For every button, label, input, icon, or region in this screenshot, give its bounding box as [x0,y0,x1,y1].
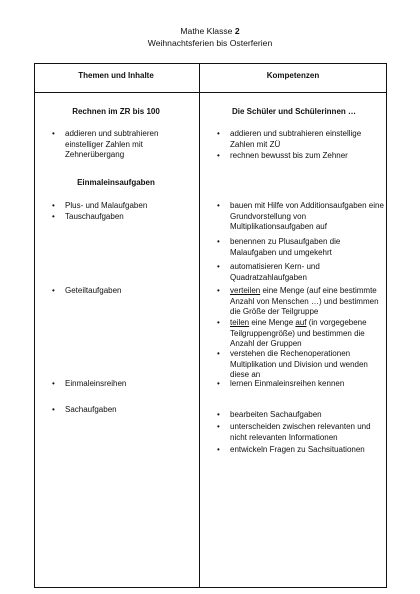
list-item: • rechnen bewusst bis zum Zehner [217,151,348,160]
bullet-icon: • [217,286,220,295]
bullet-icon: • [217,237,220,246]
bullet-icon: • [217,318,220,327]
list-item: • Einmaleinsreihen [52,379,127,388]
list-item: • benennen zu Plusaufgaben die Malaufgaben und umgekehrt [217,237,341,257]
document-heading [0,26,420,49]
bullet-icon: • [52,286,55,295]
list-item: • Sachaufgaben [52,405,117,414]
list-item: • lernen Einmaleinsreihen kennen [217,379,345,388]
bullet-icon: • [217,151,220,160]
bullet-icon: • [217,349,220,358]
bullet-icon: • [52,405,55,414]
list-item: • bearbeiten Sachaufgaben [217,410,322,419]
list-item: • entwickeln Fragen zu Sachsituationen [217,445,365,454]
list-item: • bauen mit Hilfe von Additionsaufgaben eine Grundvorstellung von Multiplikationsaufgaben auf [217,201,384,232]
list-item: • verteilen eine Menge (auf eine bestimmte Anzahl von Menschen …) und bestimmen die Größe der Teilgruppe [217,286,379,317]
list-item: • addieren und subtrahieren einstelliger Zahlen mit Zehnerübergang [52,129,159,160]
bullet-icon: • [217,262,220,271]
title-text: Mathe Klasse [180,26,235,36]
bullet-icon: • [217,129,220,138]
bullet-icon: • [52,212,55,221]
header-divider [35,92,386,93]
bullet-icon: • [217,379,220,388]
column-header-topics: Themen und Inhalte [78,71,154,80]
title-grade: 2 [234,26,240,36]
column-divider [199,64,200,587]
list-item: • verstehen die Rechenoperationen Multiplikation und Division und wenden diese an [217,349,368,380]
list-item: • addieren und subtrahieren einstellige Zahlen mit ZÜ [217,129,362,149]
bullet-icon: • [217,410,220,419]
list-item: • teilen eine Menge auf (in vorgegebene Teilgruppengröße) und bestimmen die Anzahl der Gruppen [217,318,367,349]
document-subtitle: Weihnachtsferien bis Osterferien [147,37,273,48]
column-header-competencies: Kompetenzen [266,71,320,80]
list-item: • Geteiltaufgaben [52,286,122,295]
competencies-intro: Die Schüler und Schülerinnen … [231,107,357,116]
document-title [0,26,420,38]
section-title-zr100: Rechnen im ZR bis 100 [72,107,160,116]
bullet-icon: • [52,379,55,388]
bullet-icon: • [52,129,55,138]
list-item: • Tauschaufgaben [52,212,124,221]
list-item: • unterscheiden zwischen relevanten und nicht relevanten Informationen [217,422,371,442]
bullet-icon: • [52,201,55,210]
bullet-icon: • [217,422,220,431]
list-item: • Plus- und Malaufgaben [52,201,148,210]
list-item: • automatisieren Kern- und Quadratzahlaufgaben [217,262,320,282]
section-title-einmaleins: Einmaleinsaufgaben [77,178,155,187]
bullet-icon: • [217,201,220,210]
bullet-icon: • [217,445,220,454]
